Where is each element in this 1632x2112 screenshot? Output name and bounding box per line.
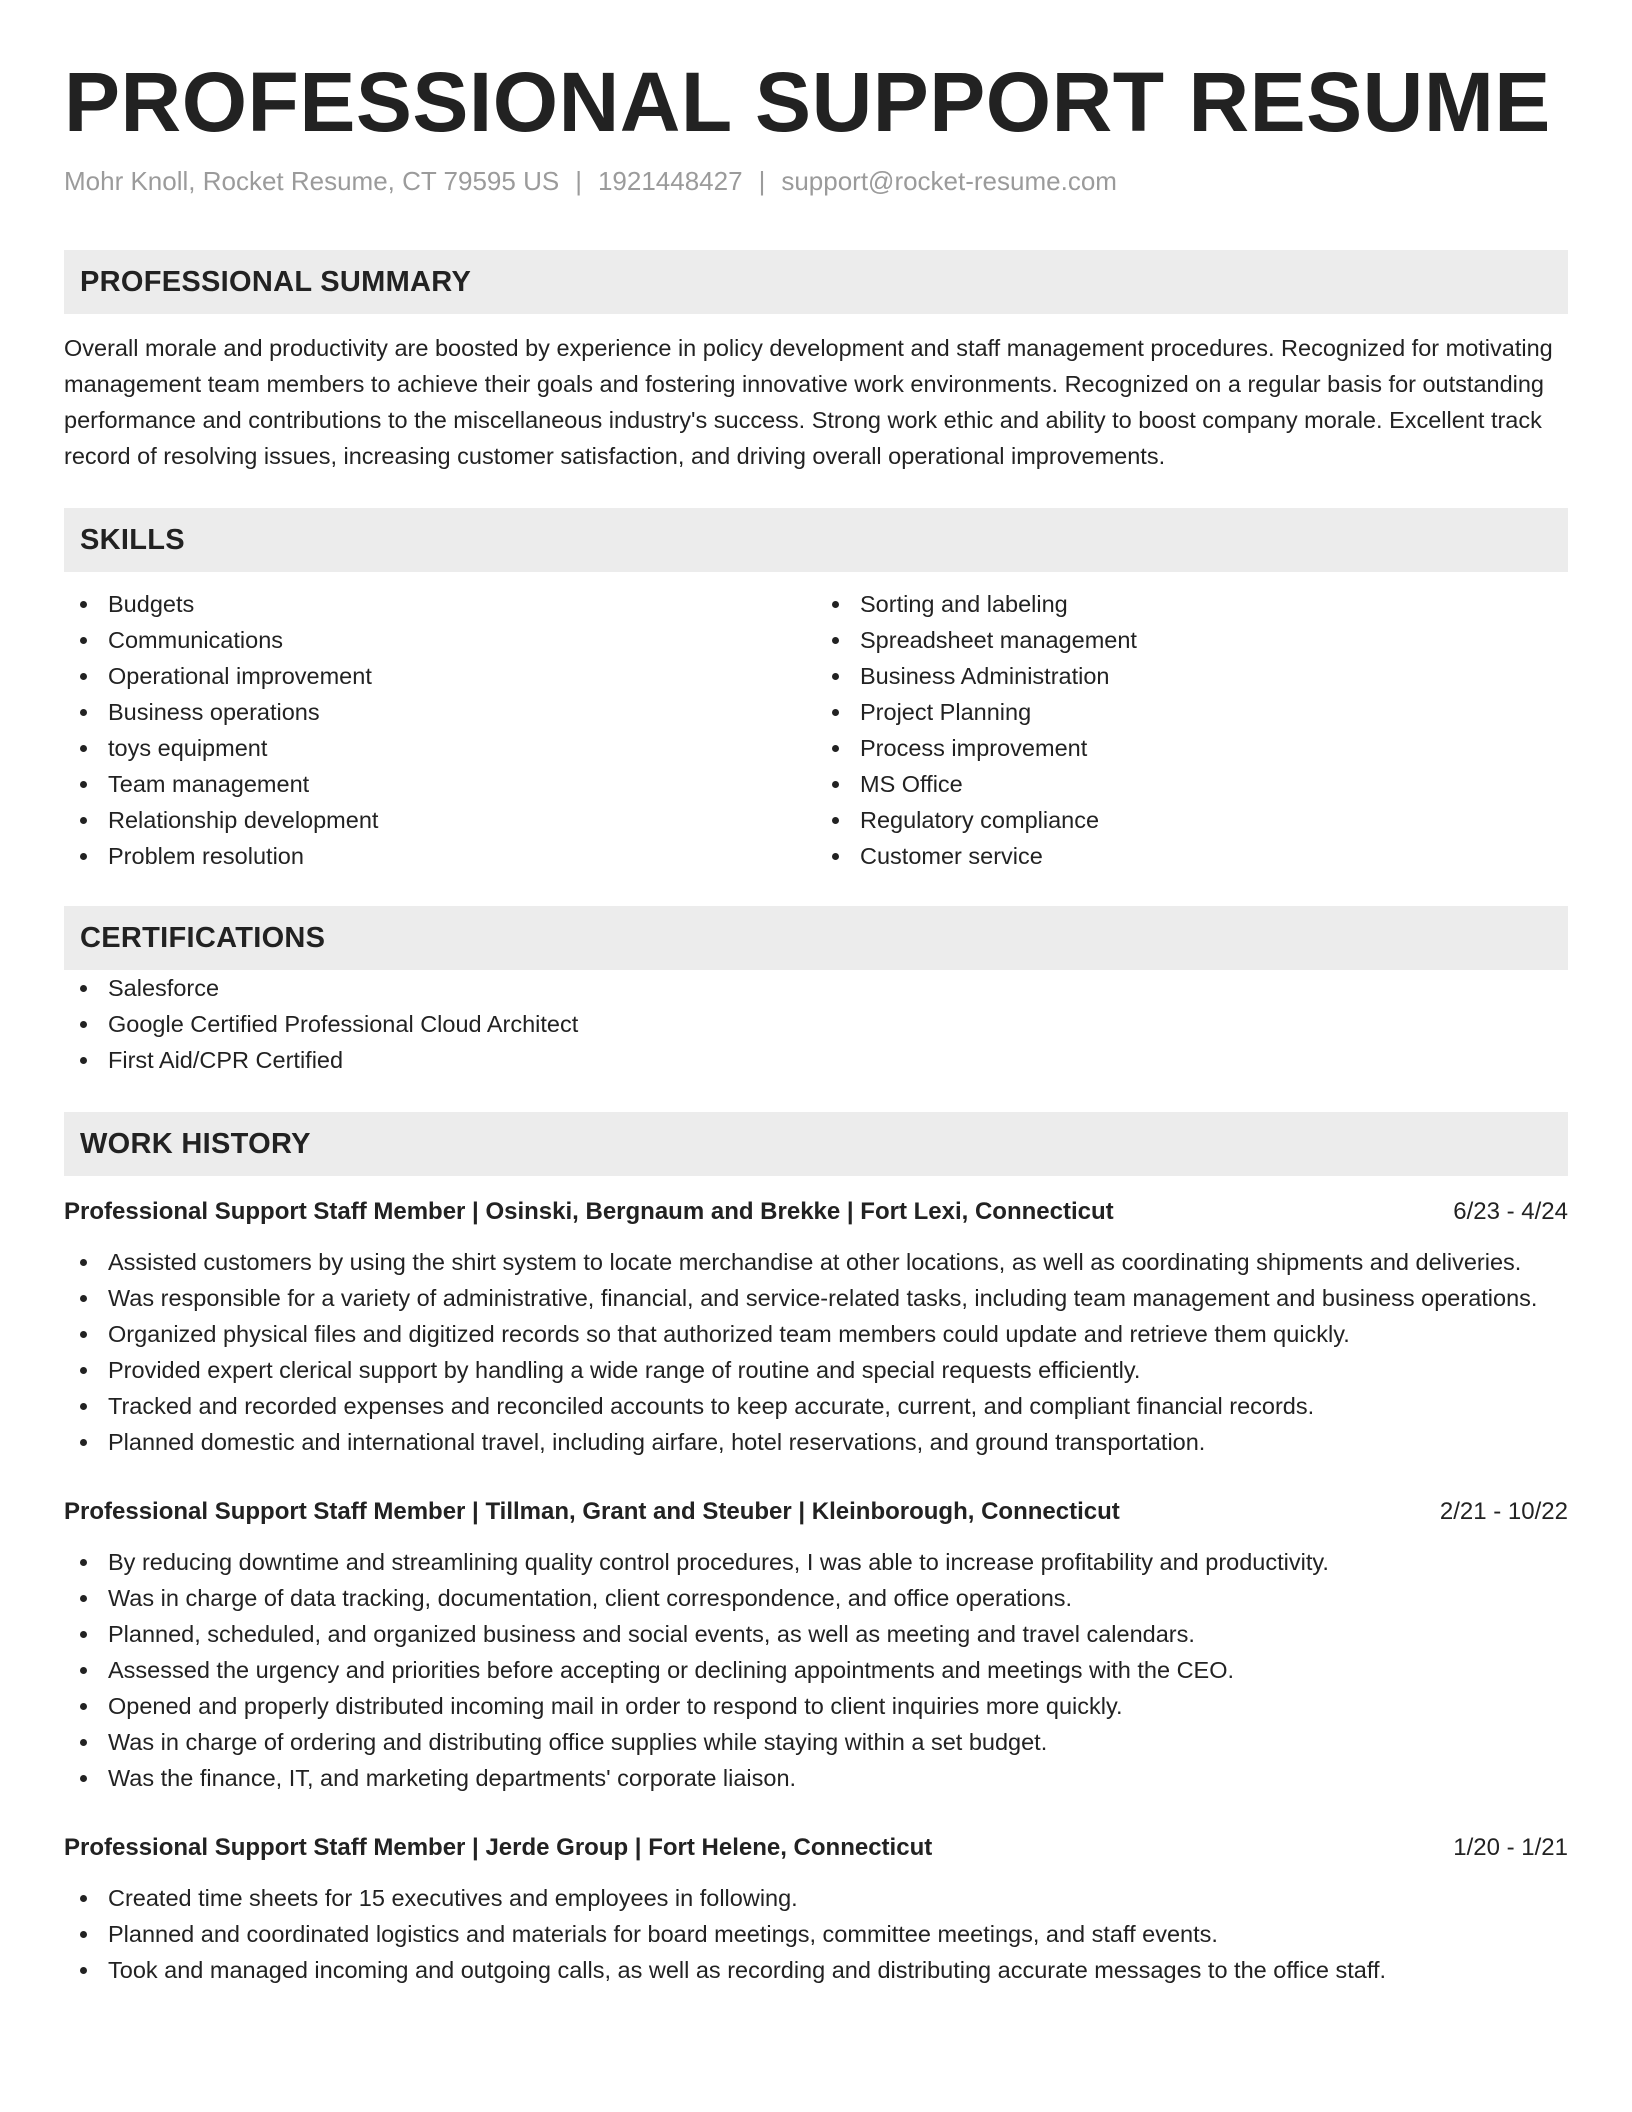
job-bullet: Planned and coordinated logistics and materials for board meetings, committee meetings, and staff events.	[64, 1916, 1568, 1952]
skill-item: Customer service	[816, 838, 1568, 874]
job-header	[64, 1830, 1568, 1866]
job-title: Professional Support Staff Member | Tillman, Grant and Steuber | Kleinborough, Connecticut	[64, 1498, 1120, 1525]
job-bullets	[64, 1880, 1568, 1988]
job-bullet: Was responsible for a variety of administrative, financial, and service-related tasks, including team management and business operations.	[64, 1280, 1568, 1316]
contact-separator: |	[758, 166, 766, 196]
certifications-list	[64, 970, 1568, 1078]
job-bullet: Opened and properly distributed incoming mail in order to respond to client inquiries more quickly.	[64, 1688, 1568, 1724]
section-heading-work-history: WORK HISTORY	[64, 1112, 1568, 1176]
job-bullet: Organized physical files and digitized records so that authorized team members could update and retrieve them quickly.	[64, 1316, 1568, 1352]
job-dates: 2/21 - 10/22	[1439, 1498, 1568, 1525]
certification-item: First Aid/CPR Certified	[64, 1042, 1568, 1078]
contact-address: Mohr Knoll, Rocket Resume, CT 79595 US	[64, 166, 560, 196]
job-bullet: Was the finance, IT, and marketing departments' corporate liaison.	[64, 1760, 1568, 1796]
skill-item: Budgets	[64, 586, 816, 622]
skill-item: Business Administration	[816, 658, 1568, 694]
job-bullet: By reducing downtime and streamlining quality control procedures, I was able to increase profitability and productivity.	[64, 1544, 1568, 1580]
job-dates: 6/23 - 4/24	[1453, 1198, 1568, 1225]
summary-text: Overall morale and productivity are boosted by experience in policy development and staff management procedures. Recognized for motivating management team members to achieve their goals and fostering innovative work environments. Recognized on a regular basis for outstanding performance and contributions to the miscellaneous industry's success. Strong work ethic and ability to boost company morale. Excellent track record of resolving issues, increasing customer satisfaction, and driving overall operational improvements.	[64, 335, 1553, 469]
contact-separator: |	[575, 166, 582, 196]
job-bullet: Provided expert clerical support by handling a wide range of routine and special requests efficiently.	[64, 1352, 1568, 1388]
skills-columns	[64, 586, 1568, 874]
skill-item: MS Office	[816, 766, 1568, 802]
job-bullet: Tracked and recorded expenses and reconciled accounts to keep accurate, current, and compliant financial records.	[64, 1388, 1568, 1424]
job-bullet: Created time sheets for 15 executives and employees in following.	[64, 1880, 1568, 1916]
certification-item: Google Certified Professional Cloud Architect	[64, 1006, 1568, 1042]
skill-item: Team management	[64, 766, 816, 802]
skill-item: Process improvement	[816, 730, 1568, 766]
skill-item: Project Planning	[816, 694, 1568, 730]
skill-item: Operational improvement	[64, 658, 816, 694]
job-bullet: Took and managed incoming and outgoing calls, as well as recording and distributing accurate messages to the office staff.	[64, 1952, 1568, 1988]
job-bullet: Planned domestic and international travel, including airfare, hotel reservations, and ground transportation.	[64, 1424, 1568, 1460]
job-bullet: Assisted customers by using the shirt system to locate merchandise at other locations, as well as coordinating shipments and deliveries.	[64, 1244, 1568, 1280]
contact-phone: 1921448427	[597, 166, 743, 196]
section-heading-skills: SKILLS	[64, 508, 1568, 572]
job-title: Professional Support Staff Member | Jerde Group | Fort Helene, Connecticut	[64, 1834, 933, 1861]
job-bullet: Was in charge of data tracking, documentation, client correspondence, and office operations.	[64, 1580, 1568, 1616]
skill-item: toys equipment	[64, 730, 816, 766]
contact-email: support@rocket-resume.com	[781, 166, 1117, 196]
job-bullet: Was in charge of ordering and distributing office supplies while staying within a set budget.	[64, 1724, 1568, 1760]
skill-item: Communications	[64, 622, 816, 658]
certification-item: Salesforce	[64, 970, 1568, 1006]
job-entry	[64, 1194, 1568, 1460]
job-title: Professional Support Staff Member | Osinski, Bergnaum and Brekke | Fort Lexi, Connecticut	[64, 1198, 1114, 1225]
job-dates: 1/20 - 1/21	[1453, 1834, 1568, 1861]
skill-item: Relationship development	[64, 802, 816, 838]
job-bullets	[64, 1544, 1568, 1796]
page-title: PROFESSIONAL SUPPORT RESUME	[64, 55, 1551, 149]
job-header	[64, 1194, 1568, 1230]
job-bullet: Assessed the urgency and priorities before accepting or declining appointments and meetings with the CEO.	[64, 1652, 1568, 1688]
contact-line	[64, 164, 1568, 198]
job-entry	[64, 1494, 1568, 1796]
job-bullet: Planned, scheduled, and organized business and social events, as well as meeting and travel calendars.	[64, 1616, 1568, 1652]
section-heading-certifications: CERTIFICATIONS	[64, 906, 1568, 970]
skill-item: Sorting and labeling	[816, 586, 1568, 622]
job-bullets	[64, 1244, 1568, 1460]
skill-item: Business operations	[64, 694, 816, 730]
skill-item: Problem resolution	[64, 838, 816, 874]
job-header	[64, 1494, 1568, 1530]
job-entry	[64, 1830, 1568, 1988]
skills-list-left	[64, 586, 816, 874]
skill-item: Spreadsheet management	[816, 622, 1568, 658]
section-heading-summary: PROFESSIONAL SUMMARY	[64, 250, 1568, 314]
skill-item: Regulatory compliance	[816, 802, 1568, 838]
skills-list-right	[816, 586, 1568, 874]
